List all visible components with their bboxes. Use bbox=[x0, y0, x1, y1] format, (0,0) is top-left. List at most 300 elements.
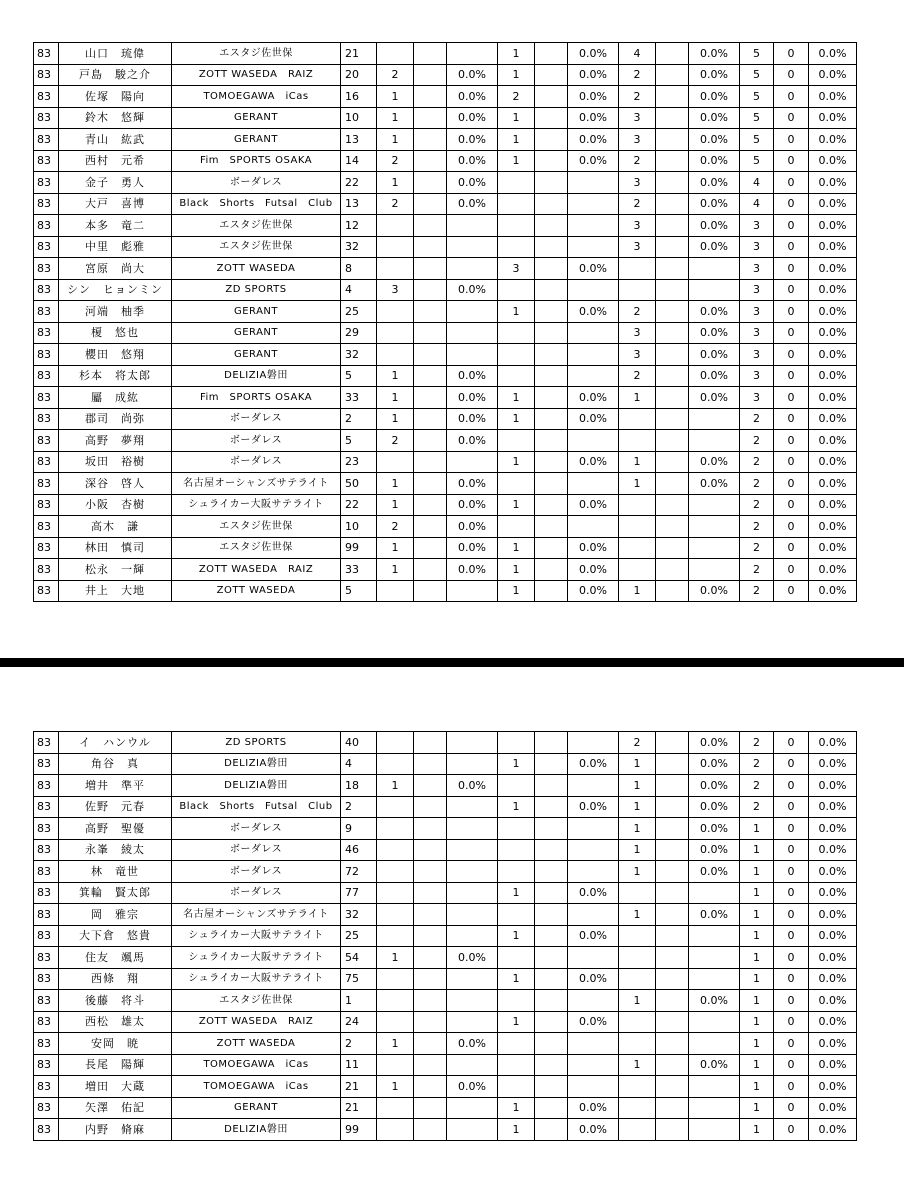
cell-total-goals: 3 bbox=[740, 279, 774, 301]
cell-blank-b bbox=[535, 408, 568, 430]
cell-team-name: ボーダレス bbox=[172, 818, 341, 840]
cell-goals-a: 1 bbox=[377, 947, 414, 969]
cell-blank-a bbox=[414, 387, 447, 409]
cell-goals-b bbox=[498, 279, 535, 301]
cell-goals-a: 1 bbox=[377, 473, 414, 495]
cell-rate-b: 0.0% bbox=[568, 451, 619, 473]
cell-rate-a: 0.0% bbox=[447, 408, 498, 430]
cell-blank-b bbox=[535, 537, 568, 559]
cell-rate-c: 0.0% bbox=[689, 236, 740, 258]
cell-rate-b: 0.0% bbox=[568, 129, 619, 151]
scorer-table-bottom-body bbox=[34, 732, 857, 1141]
cell-rate-a: 0.0% bbox=[447, 86, 498, 108]
cell-rate-b bbox=[568, 344, 619, 366]
cell-uniform-number: 2 bbox=[341, 1033, 377, 1055]
cell-blank-b bbox=[535, 365, 568, 387]
cell-player-name: 林 竜世 bbox=[59, 861, 172, 883]
cell-goals-a bbox=[377, 451, 414, 473]
cell-team-name: ZOTT WASEDA RAIZ bbox=[172, 64, 341, 86]
cell-blank-c bbox=[656, 494, 689, 516]
cell-goals-c: 3 bbox=[619, 129, 656, 151]
cell-total-rate: 0.0% bbox=[809, 990, 857, 1012]
cell-goals-b bbox=[498, 365, 535, 387]
cell-team-name: TOMOEGAWA iCas bbox=[172, 1076, 341, 1098]
cell-goals-a: 1 bbox=[377, 365, 414, 387]
cell-player-name: 箕輪 賢太郎 bbox=[59, 882, 172, 904]
cell-team-name: GERANT bbox=[172, 107, 341, 129]
table-row bbox=[34, 193, 857, 215]
cell-total-goals: 1 bbox=[740, 947, 774, 969]
cell-total-goals: 1 bbox=[740, 1119, 774, 1141]
cell-total-rate: 0.0% bbox=[809, 322, 857, 344]
cell-pk-goals: 0 bbox=[774, 215, 809, 237]
cell-team-name: エスタジ佐世保 bbox=[172, 990, 341, 1012]
cell-blank-c bbox=[656, 904, 689, 926]
cell-pk-goals: 0 bbox=[774, 839, 809, 861]
cell-goals-a bbox=[377, 818, 414, 840]
cell-rate-c bbox=[689, 494, 740, 516]
table-row bbox=[34, 150, 857, 172]
cell-rank: 83 bbox=[34, 258, 59, 280]
cell-rate-a bbox=[447, 1097, 498, 1119]
cell-rate-b bbox=[568, 732, 619, 754]
scorer-table-bottom bbox=[33, 731, 857, 1141]
table-row bbox=[34, 537, 857, 559]
cell-blank-a bbox=[414, 64, 447, 86]
cell-rate-a: 0.0% bbox=[447, 172, 498, 194]
table-row bbox=[34, 580, 857, 602]
cell-blank-c bbox=[656, 322, 689, 344]
cell-player-name: 中里 彪雅 bbox=[59, 236, 172, 258]
cell-rate-b bbox=[568, 904, 619, 926]
cell-goals-b bbox=[498, 904, 535, 926]
cell-rank: 83 bbox=[34, 1033, 59, 1055]
cell-rate-b bbox=[568, 1076, 619, 1098]
cell-rate-b: 0.0% bbox=[568, 580, 619, 602]
cell-rate-a: 0.0% bbox=[447, 775, 498, 797]
cell-player-name: 内野 脩麻 bbox=[59, 1119, 172, 1141]
cell-blank-b bbox=[535, 882, 568, 904]
table-row bbox=[34, 301, 857, 323]
table-row bbox=[34, 107, 857, 129]
cell-player-name: 増田 大蔵 bbox=[59, 1076, 172, 1098]
cell-blank-c bbox=[656, 1011, 689, 1033]
cell-blank-c bbox=[656, 732, 689, 754]
cell-rate-c: 0.0% bbox=[689, 387, 740, 409]
cell-blank-a bbox=[414, 925, 447, 947]
cell-goals-b: 1 bbox=[498, 1097, 535, 1119]
cell-blank-c bbox=[656, 451, 689, 473]
cell-rate-a: 0.0% bbox=[447, 193, 498, 215]
cell-goals-c: 2 bbox=[619, 64, 656, 86]
cell-total-rate: 0.0% bbox=[809, 775, 857, 797]
cell-pk-goals: 0 bbox=[774, 322, 809, 344]
cell-rate-c: 0.0% bbox=[689, 86, 740, 108]
cell-rate-b: 0.0% bbox=[568, 150, 619, 172]
cell-rate-c: 0.0% bbox=[689, 861, 740, 883]
cell-blank-b bbox=[535, 1033, 568, 1055]
cell-blank-b bbox=[535, 258, 568, 280]
cell-uniform-number: 77 bbox=[341, 882, 377, 904]
cell-team-name: GERANT bbox=[172, 322, 341, 344]
cell-goals-b: 1 bbox=[498, 64, 535, 86]
cell-goals-c: 2 bbox=[619, 732, 656, 754]
cell-total-goals: 2 bbox=[740, 753, 774, 775]
cell-total-rate: 0.0% bbox=[809, 172, 857, 194]
cell-rank: 83 bbox=[34, 537, 59, 559]
cell-goals-a bbox=[377, 215, 414, 237]
cell-goals-a: 1 bbox=[377, 537, 414, 559]
cell-total-rate: 0.0% bbox=[809, 301, 857, 323]
cell-goals-c: 2 bbox=[619, 193, 656, 215]
cell-goals-c bbox=[619, 925, 656, 947]
cell-rate-b: 0.0% bbox=[568, 387, 619, 409]
cell-total-rate: 0.0% bbox=[809, 861, 857, 883]
cell-rate-c bbox=[689, 882, 740, 904]
cell-blank-b bbox=[535, 430, 568, 452]
cell-total-rate: 0.0% bbox=[809, 968, 857, 990]
cell-rate-b: 0.0% bbox=[568, 301, 619, 323]
cell-goals-c bbox=[619, 279, 656, 301]
cell-blank-c bbox=[656, 215, 689, 237]
cell-goals-c: 3 bbox=[619, 322, 656, 344]
cell-total-rate: 0.0% bbox=[809, 215, 857, 237]
cell-player-name: 住友 颯馬 bbox=[59, 947, 172, 969]
cell-pk-goals: 0 bbox=[774, 1097, 809, 1119]
cell-team-name: シュライカー大阪サテライト bbox=[172, 947, 341, 969]
cell-rate-b: 0.0% bbox=[568, 537, 619, 559]
cell-blank-c bbox=[656, 344, 689, 366]
cell-blank-a bbox=[414, 107, 447, 129]
cell-player-name: 金子 勇人 bbox=[59, 172, 172, 194]
cell-goals-a bbox=[377, 1097, 414, 1119]
cell-rate-c: 0.0% bbox=[689, 64, 740, 86]
table-row bbox=[34, 494, 857, 516]
cell-uniform-number: 29 bbox=[341, 322, 377, 344]
cell-goals-a: 2 bbox=[377, 516, 414, 538]
cell-rank: 83 bbox=[34, 430, 59, 452]
cell-rate-c: 0.0% bbox=[689, 215, 740, 237]
cell-rate-b: 0.0% bbox=[568, 1097, 619, 1119]
cell-rate-c bbox=[689, 1119, 740, 1141]
cell-goals-a bbox=[377, 344, 414, 366]
cell-goals-a bbox=[377, 990, 414, 1012]
cell-rate-c: 0.0% bbox=[689, 753, 740, 775]
cell-goals-b: 1 bbox=[498, 1119, 535, 1141]
cell-blank-a bbox=[414, 236, 447, 258]
cell-blank-c bbox=[656, 129, 689, 151]
cell-goals-b: 1 bbox=[498, 796, 535, 818]
cell-blank-b bbox=[535, 107, 568, 129]
cell-goals-b bbox=[498, 990, 535, 1012]
cell-pk-goals: 0 bbox=[774, 1054, 809, 1076]
cell-rank: 83 bbox=[34, 1097, 59, 1119]
cell-team-name: Black Shorts Futsal Club bbox=[172, 193, 341, 215]
cell-goals-b: 1 bbox=[498, 129, 535, 151]
cell-rate-a: 0.0% bbox=[447, 1076, 498, 1098]
cell-blank-b bbox=[535, 451, 568, 473]
cell-uniform-number: 21 bbox=[341, 1097, 377, 1119]
cell-blank-a bbox=[414, 215, 447, 237]
cell-rate-c bbox=[689, 408, 740, 430]
cell-goals-b: 1 bbox=[498, 968, 535, 990]
cell-team-name: ボーダレス bbox=[172, 172, 341, 194]
cell-pk-goals: 0 bbox=[774, 559, 809, 581]
table-row bbox=[34, 236, 857, 258]
cell-player-name: 小阪 杏樹 bbox=[59, 494, 172, 516]
table-row bbox=[34, 753, 857, 775]
cell-rate-c: 0.0% bbox=[689, 732, 740, 754]
cell-total-rate: 0.0% bbox=[809, 1076, 857, 1098]
cell-player-name: 河端 柚季 bbox=[59, 301, 172, 323]
cell-goals-c bbox=[619, 430, 656, 452]
cell-rate-a: 0.0% bbox=[447, 64, 498, 86]
cell-rate-b bbox=[568, 839, 619, 861]
cell-goals-a: 3 bbox=[377, 279, 414, 301]
cell-rate-a bbox=[447, 990, 498, 1012]
cell-blank-b bbox=[535, 43, 568, 65]
cell-total-rate: 0.0% bbox=[809, 753, 857, 775]
cell-rate-a bbox=[447, 882, 498, 904]
cell-pk-goals: 0 bbox=[774, 86, 809, 108]
cell-rank: 83 bbox=[34, 904, 59, 926]
cell-rate-a bbox=[447, 861, 498, 883]
cell-team-name: 名古屋オーシャンズサテライト bbox=[172, 473, 341, 495]
cell-rate-c: 0.0% bbox=[689, 839, 740, 861]
cell-total-goals: 3 bbox=[740, 387, 774, 409]
cell-blank-c bbox=[656, 301, 689, 323]
cell-uniform-number: 10 bbox=[341, 107, 377, 129]
table-row bbox=[34, 43, 857, 65]
cell-team-name: エスタジ佐世保 bbox=[172, 215, 341, 237]
cell-team-name: DELIZIA磐田 bbox=[172, 365, 341, 387]
cell-rank: 83 bbox=[34, 43, 59, 65]
cell-rate-c bbox=[689, 516, 740, 538]
table-row bbox=[34, 1033, 857, 1055]
table-row bbox=[34, 516, 857, 538]
cell-pk-goals: 0 bbox=[774, 1119, 809, 1141]
cell-player-name: 青山 紘武 bbox=[59, 129, 172, 151]
cell-goals-c bbox=[619, 258, 656, 280]
cell-uniform-number: 46 bbox=[341, 839, 377, 861]
cell-blank-a bbox=[414, 990, 447, 1012]
cell-goals-a bbox=[377, 882, 414, 904]
cell-rate-c: 0.0% bbox=[689, 990, 740, 1012]
cell-rate-b bbox=[568, 473, 619, 495]
cell-rate-c bbox=[689, 968, 740, 990]
table-row bbox=[34, 732, 857, 754]
cell-blank-b bbox=[535, 64, 568, 86]
cell-total-goals: 3 bbox=[740, 344, 774, 366]
cell-pk-goals: 0 bbox=[774, 1033, 809, 1055]
cell-blank-c bbox=[656, 365, 689, 387]
cell-blank-b bbox=[535, 516, 568, 538]
cell-goals-c: 3 bbox=[619, 107, 656, 129]
cell-rate-c bbox=[689, 279, 740, 301]
cell-uniform-number: 18 bbox=[341, 775, 377, 797]
cell-blank-a bbox=[414, 1119, 447, 1141]
cell-rank: 83 bbox=[34, 516, 59, 538]
cell-goals-a: 1 bbox=[377, 775, 414, 797]
cell-rate-b: 0.0% bbox=[568, 258, 619, 280]
cell-uniform-number: 5 bbox=[341, 365, 377, 387]
cell-rate-b bbox=[568, 990, 619, 1012]
cell-team-name: Fim SPORTS OSAKA bbox=[172, 387, 341, 409]
cell-uniform-number: 33 bbox=[341, 559, 377, 581]
cell-rate-c: 0.0% bbox=[689, 904, 740, 926]
cell-pk-goals: 0 bbox=[774, 430, 809, 452]
cell-team-name: GERANT bbox=[172, 129, 341, 151]
cell-goals-b bbox=[498, 818, 535, 840]
cell-total-goals: 2 bbox=[740, 580, 774, 602]
cell-blank-b bbox=[535, 215, 568, 237]
cell-total-goals: 2 bbox=[740, 732, 774, 754]
cell-player-name: 西松 雄太 bbox=[59, 1011, 172, 1033]
cell-player-name: 坂田 裕樹 bbox=[59, 451, 172, 473]
cell-blank-a bbox=[414, 968, 447, 990]
cell-pk-goals: 0 bbox=[774, 64, 809, 86]
cell-player-name: 林田 慎司 bbox=[59, 537, 172, 559]
cell-total-goals: 2 bbox=[740, 494, 774, 516]
cell-blank-a bbox=[414, 516, 447, 538]
scorer-table-top bbox=[33, 42, 857, 602]
cell-goals-a bbox=[377, 839, 414, 861]
cell-rank: 83 bbox=[34, 796, 59, 818]
cell-blank-c bbox=[656, 1119, 689, 1141]
cell-goals-a bbox=[377, 925, 414, 947]
cell-uniform-number: 22 bbox=[341, 172, 377, 194]
cell-blank-b bbox=[535, 1011, 568, 1033]
cell-team-name: ボーダレス bbox=[172, 451, 341, 473]
table-row bbox=[34, 64, 857, 86]
cell-pk-goals: 0 bbox=[774, 861, 809, 883]
cell-blank-b bbox=[535, 344, 568, 366]
cell-goals-c: 2 bbox=[619, 150, 656, 172]
cell-blank-b bbox=[535, 301, 568, 323]
cell-goals-b bbox=[498, 1076, 535, 1098]
cell-goals-c bbox=[619, 1033, 656, 1055]
table-row bbox=[34, 473, 857, 495]
cell-blank-a bbox=[414, 1033, 447, 1055]
cell-total-goals: 3 bbox=[740, 301, 774, 323]
table-row bbox=[34, 1011, 857, 1033]
cell-team-name: シュライカー大阪サテライト bbox=[172, 968, 341, 990]
cell-rate-b: 0.0% bbox=[568, 925, 619, 947]
cell-player-name: 戸島 駿之介 bbox=[59, 64, 172, 86]
cell-rate-a bbox=[447, 258, 498, 280]
cell-uniform-number: 25 bbox=[341, 925, 377, 947]
cell-blank-a bbox=[414, 494, 447, 516]
cell-rate-b: 0.0% bbox=[568, 753, 619, 775]
cell-total-rate: 0.0% bbox=[809, 107, 857, 129]
cell-rate-a bbox=[447, 732, 498, 754]
cell-blank-a bbox=[414, 43, 447, 65]
cell-blank-a bbox=[414, 344, 447, 366]
cell-blank-b bbox=[535, 559, 568, 581]
cell-rate-a bbox=[447, 904, 498, 926]
cell-goals-a bbox=[377, 236, 414, 258]
cell-player-name: 鈴木 悠輝 bbox=[59, 107, 172, 129]
cell-blank-b bbox=[535, 150, 568, 172]
cell-rate-c: 0.0% bbox=[689, 818, 740, 840]
cell-goals-b bbox=[498, 775, 535, 797]
cell-uniform-number: 50 bbox=[341, 473, 377, 495]
table-row bbox=[34, 990, 857, 1012]
cell-player-name: 佐塚 陽向 bbox=[59, 86, 172, 108]
cell-total-rate: 0.0% bbox=[809, 818, 857, 840]
cell-rate-c: 0.0% bbox=[689, 451, 740, 473]
cell-goals-c bbox=[619, 947, 656, 969]
cell-rank: 83 bbox=[34, 365, 59, 387]
cell-goals-b: 1 bbox=[498, 753, 535, 775]
cell-total-rate: 0.0% bbox=[809, 839, 857, 861]
cell-total-goals: 2 bbox=[740, 473, 774, 495]
cell-rank: 83 bbox=[34, 732, 59, 754]
cell-rate-c: 0.0% bbox=[689, 365, 740, 387]
cell-total-rate: 0.0% bbox=[809, 516, 857, 538]
table-row bbox=[34, 925, 857, 947]
cell-rate-b: 0.0% bbox=[568, 968, 619, 990]
table-row bbox=[34, 258, 857, 280]
cell-pk-goals: 0 bbox=[774, 494, 809, 516]
cell-rank: 83 bbox=[34, 818, 59, 840]
cell-goals-a bbox=[377, 580, 414, 602]
table-row bbox=[34, 86, 857, 108]
cell-goals-c: 1 bbox=[619, 753, 656, 775]
cell-total-goals: 1 bbox=[740, 1054, 774, 1076]
cell-total-goals: 5 bbox=[740, 107, 774, 129]
cell-pk-goals: 0 bbox=[774, 387, 809, 409]
cell-pk-goals: 0 bbox=[774, 904, 809, 926]
cell-goals-a: 1 bbox=[377, 408, 414, 430]
cell-uniform-number: 13 bbox=[341, 193, 377, 215]
cell-uniform-number: 8 bbox=[341, 258, 377, 280]
cell-total-rate: 0.0% bbox=[809, 236, 857, 258]
cell-goals-c bbox=[619, 494, 656, 516]
cell-blank-a bbox=[414, 537, 447, 559]
cell-uniform-number: 10 bbox=[341, 516, 377, 538]
cell-uniform-number: 25 bbox=[341, 301, 377, 323]
table-row bbox=[34, 904, 857, 926]
cell-rank: 83 bbox=[34, 172, 59, 194]
cell-rate-a bbox=[447, 215, 498, 237]
cell-player-name: 矢澤 佑記 bbox=[59, 1097, 172, 1119]
cell-rate-c: 0.0% bbox=[689, 796, 740, 818]
cell-rate-a: 0.0% bbox=[447, 365, 498, 387]
cell-player-name: 岡 雅宗 bbox=[59, 904, 172, 926]
cell-total-goals: 1 bbox=[740, 904, 774, 926]
cell-pk-goals: 0 bbox=[774, 925, 809, 947]
cell-pk-goals: 0 bbox=[774, 172, 809, 194]
cell-uniform-number: 22 bbox=[341, 494, 377, 516]
cell-goals-b bbox=[498, 839, 535, 861]
cell-blank-c bbox=[656, 1033, 689, 1055]
cell-uniform-number: 20 bbox=[341, 64, 377, 86]
cell-pk-goals: 0 bbox=[774, 408, 809, 430]
cell-team-name: ボーダレス bbox=[172, 408, 341, 430]
cell-total-rate: 0.0% bbox=[809, 365, 857, 387]
cell-uniform-number: 72 bbox=[341, 861, 377, 883]
cell-rank: 83 bbox=[34, 387, 59, 409]
cell-rate-a bbox=[447, 236, 498, 258]
cell-goals-c bbox=[619, 559, 656, 581]
cell-total-goals: 1 bbox=[740, 925, 774, 947]
cell-uniform-number: 2 bbox=[341, 796, 377, 818]
table-row bbox=[34, 430, 857, 452]
cell-blank-a bbox=[414, 408, 447, 430]
cell-player-name: 後藤 将斗 bbox=[59, 990, 172, 1012]
cell-rank: 83 bbox=[34, 882, 59, 904]
